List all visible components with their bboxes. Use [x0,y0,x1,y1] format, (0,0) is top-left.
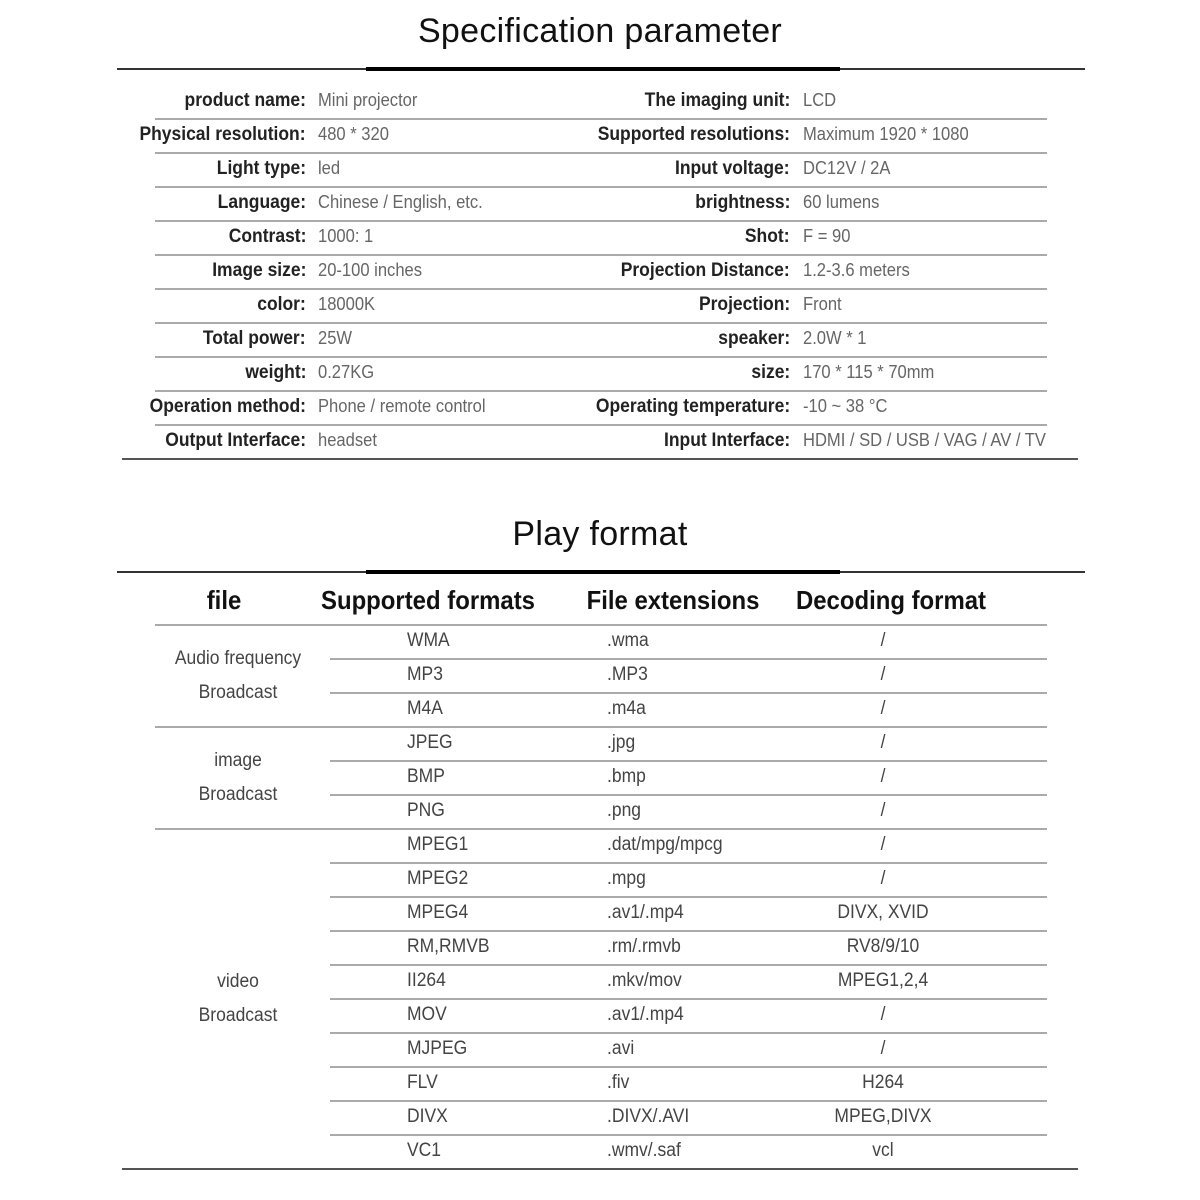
decoding-cell: / [880,732,886,753]
row-divider [155,186,1047,188]
file-group-label-line: Broadcast [198,682,278,703]
format-cell: RM,RMVB [407,936,490,957]
spec-label: Image size: [211,260,306,281]
decoding-cell: / [880,1038,886,1059]
row-divider [155,356,1047,358]
row-divider [155,118,1047,120]
row-divider [155,424,1047,426]
spec-label: weight: [244,362,306,383]
format-cell: MP3 [407,664,443,685]
row-divider [155,254,1047,256]
extension-cell: .av1/.mp4 [607,902,684,923]
extension-cell: .MP3 [607,664,648,685]
spec-label: Supported resolutions: [597,124,790,145]
extension-cell: .rm/.rmvb [607,936,681,957]
column-header: Decoding format [795,585,987,615]
spec-value: Front [803,294,842,314]
format-cell: II264 [407,970,446,991]
column-header: Supported formats [321,585,535,615]
format-cell: MPEG1 [407,834,469,855]
row-divider [330,964,1047,966]
extension-cell: .mkv/mov [607,970,682,991]
spec-value: 1000: 1 [318,226,374,246]
spec-label: Contrast: [228,226,306,247]
spec-label: Projection Distance: [620,260,790,281]
table-bottom-rule [122,1168,1078,1170]
decoding-cell: / [880,868,886,889]
row-divider [330,1032,1047,1034]
spec-label: Operating temperature: [595,396,790,417]
decoding-cell: / [880,698,886,719]
extension-cell: .dat/mpg/mpcg [607,834,723,855]
spec-value: -10 ~ 38 °C [803,396,888,416]
file-group-label-line: Broadcast [198,784,278,805]
extension-cell: .fiv [607,1072,630,1093]
decoding-cell: MPEG,DIVX [834,1106,932,1127]
spec-label: speaker: [718,328,790,349]
spec-value: 25W [318,328,353,348]
extension-cell: .DIVX/.AVI [607,1106,690,1127]
spec-label: Input Interface: [663,430,790,451]
row-divider [155,390,1047,392]
row-divider [155,288,1047,290]
decoding-cell: / [880,630,886,651]
row-divider [155,220,1047,222]
spec-title-rule-accent [366,67,840,71]
row-divider [330,930,1047,932]
decoding-cell: vcl [872,1140,894,1161]
file-group-label-line: video [217,971,259,992]
format-cell: DIVX [407,1106,448,1127]
extension-cell: .av1/.mp4 [607,1004,684,1025]
spec-label: Output Interface: [165,430,306,451]
row-divider [122,458,1078,460]
spec-value: HDMI / SD / USB / VAG / AV / TV [803,430,1046,450]
spec-value: 2.0W * 1 [803,328,867,348]
spec-value: 170 * 115 * 70mm [803,362,935,382]
file-group-label-line: image [214,750,262,771]
row-divider [330,658,1047,660]
extension-cell: .wma [607,630,649,651]
spec-label: Total power: [203,328,306,349]
file-group-label-line: Audio frequency [174,648,302,669]
extension-cell: .mpg [607,868,646,889]
spec-label: Shot: [745,226,790,247]
play-title: Play format [512,515,688,553]
spec-label: brightness: [694,192,790,213]
spec-label: Projection: [698,294,790,315]
row-divider [330,862,1047,864]
extension-cell: .wmv/.saf [607,1140,681,1161]
spec-value: 1.2-3.6 meters [803,260,910,280]
spec-label: Language: [217,192,306,213]
spec-value: F = 90 [803,226,851,246]
decoding-cell: MPEG1,2,4 [837,970,929,991]
extension-cell: .avi [607,1038,635,1059]
format-cell: MJPEG [407,1038,468,1059]
row-divider [330,1066,1047,1068]
spec-value: 18000K [318,294,376,314]
decoding-cell: / [880,834,886,855]
format-cell: BMP [407,766,445,787]
row-divider [330,998,1047,1000]
extension-cell: .bmp [607,766,646,787]
file-group-label-line: Broadcast [198,1005,278,1026]
extension-cell: .jpg [607,732,636,753]
spec-value: Maximum 1920 * 1080 [803,124,969,144]
decoding-cell: H264 [862,1072,904,1093]
spec-value: 480 * 320 [318,124,389,144]
spec-value: led [318,158,341,178]
format-cell: MPEG4 [407,902,469,923]
format-cell: MPEG2 [407,868,469,889]
spec-label: size: [751,362,790,383]
row-divider [330,1134,1047,1136]
column-header: File extensions [586,585,760,615]
spec-value: Mini projector [318,90,418,110]
format-cell: WMA [407,630,450,651]
spec-value: 20-100 inches [318,260,423,280]
spec-value: LCD [803,90,837,110]
spec-value: 60 lumens [803,192,880,212]
decoding-cell: DIVX, XVID [837,902,929,923]
row-divider [330,1100,1047,1102]
spec-value: headset [318,430,377,450]
row-divider [155,322,1047,324]
spec-value: Phone / remote control [318,396,486,416]
decoding-cell: / [880,1004,886,1025]
row-divider [330,794,1047,796]
spec-value: 0.27KG [318,362,375,382]
row-divider [330,760,1047,762]
spec-label: Light type: [216,158,306,179]
file-group-label [146,642,330,710]
spec-label: Operation method: [149,396,306,417]
decoding-cell: RV8/9/10 [846,936,920,957]
row-divider [330,896,1047,898]
spec-label: Input voltage: [675,158,790,179]
spec-title: Specification parameter [417,12,783,50]
extension-cell: .m4a [607,698,646,719]
spec-label: Physical resolution: [139,124,306,145]
format-cell: MOV [407,1004,447,1025]
row-divider [155,726,1047,728]
spec-label: color: [257,294,306,315]
format-cell: FLV [407,1072,438,1093]
row-divider [330,692,1047,694]
spec-value: DC12V / 2A [803,158,891,178]
format-cell: PNG [407,800,445,821]
decoding-cell: / [880,766,886,787]
spec-label: product name: [184,90,306,111]
row-divider [155,828,1047,830]
play-title-rule-accent [366,570,840,574]
format-cell: M4A [407,698,443,719]
format-cell: VC1 [407,1140,442,1161]
extension-cell: .png [607,800,642,821]
spec-label: The imaging unit: [644,90,790,111]
row-divider [155,152,1047,154]
file-group-label [146,965,330,1033]
header-divider [155,624,1047,626]
column-header: file [206,585,242,615]
decoding-cell: / [880,664,886,685]
decoding-cell: / [880,800,886,821]
format-cell: JPEG [407,732,453,753]
file-group-label [146,744,330,812]
spec-value: Chinese / English, etc. [318,192,483,212]
